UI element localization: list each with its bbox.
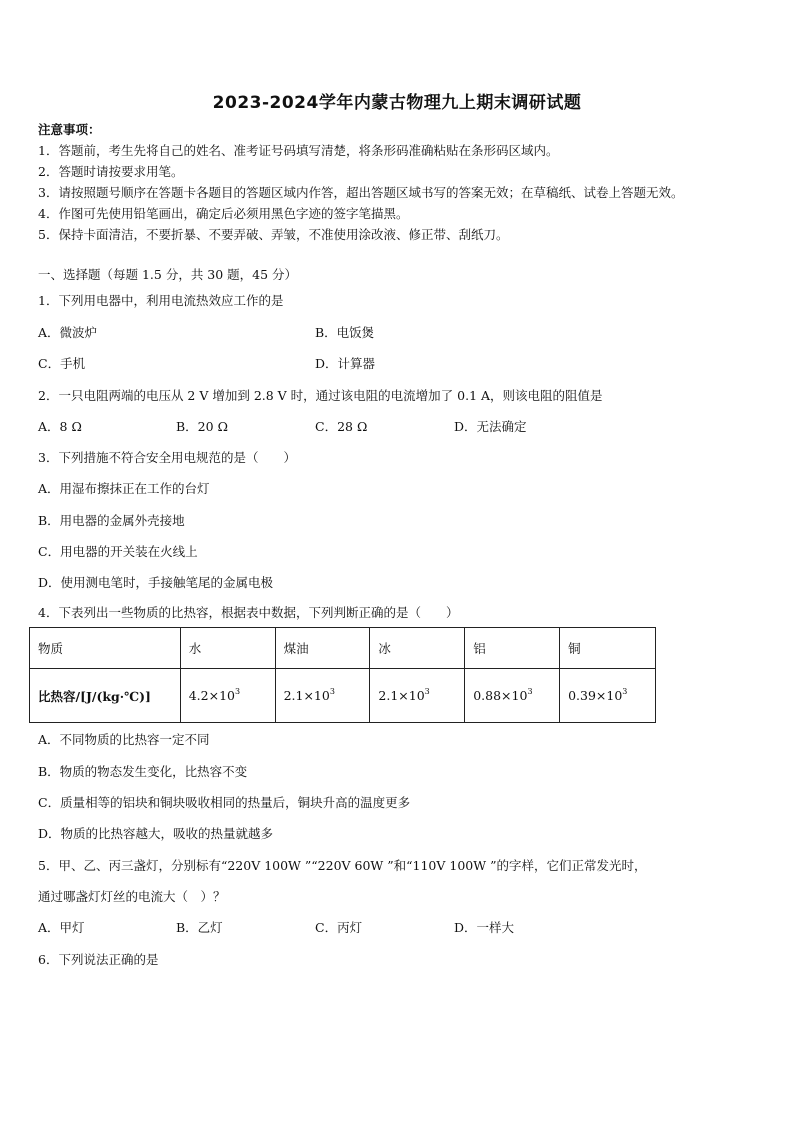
notice-item-2: 2．答题时请按要求用笔。 (38, 164, 184, 179)
question-2-option-a: A．8 Ω (38, 419, 82, 434)
question-5-option-a: A．甲灯 (38, 920, 85, 935)
question-1-option-a: A．微波炉 (38, 325, 98, 340)
question-6-stem: 6．下列说法正确的是 (38, 952, 159, 967)
page-title: 2023-2024学年内蒙古物理九上期末调研试题 (212, 93, 582, 113)
question-5-stem-line-1: 5．甲、乙、丙三盏灯，分别标有“220V 100W ”“220V 60W ”和“110V 100W ”的字样，它们正常发光时， (38, 858, 647, 873)
question-3-option-d: D．使用测电笔时，手接触笔尾的金属电极 (38, 575, 274, 590)
table-value-cell: $2.1\times 10^3$ (275, 669, 370, 723)
notice-item-1: 1．答题前，考生先将自己的姓名、准考证号码填写清楚，将条形码准确粘贴在条形码区域内。 (38, 143, 559, 158)
specific-heat-table (29, 627, 656, 723)
table-material-cell: 冰 (370, 628, 465, 669)
question-4-option-b: B．物质的物态发生变化，比热容不变 (38, 764, 248, 779)
table-row-label: 比热容/[J/(kg·℃)] (30, 669, 181, 723)
question-3-option-c: C．用电器的开关装在火线上 (38, 544, 198, 559)
table-material-cell: 水 (180, 628, 275, 669)
question-1-option-b: B．电饭煲 (315, 325, 375, 340)
question-2-stem: 2．一只电阻两端的电压从 2 V 增加到 2.8 V 时，通过该电阻的电流增加了 0.1 A，则该电阻的阻值是 (38, 388, 603, 403)
notice-heading: 注意事项： (38, 122, 101, 137)
question-1-stem: 1．下列用电器中，利用电流热效应工作的是 (38, 293, 284, 308)
table-value-cell: $4.2\times 10^3$ (180, 669, 275, 723)
question-2-option-b: B．20 Ω (176, 419, 228, 434)
table-value-row (30, 669, 656, 723)
notice-item-4: 4．作图可先使用铅笔画出，确定后必须用黑色字迹的签字笔描黑。 (38, 206, 409, 221)
question-4-option-c: C．质量相等的铝块和铜块吸收相同的热量后，铜块升高的温度更多 (38, 795, 411, 810)
notice-item-5: 5．保持卡面清洁，不要折暴、不要弄破、弄皱，不准使用涂改液、修正带、刮纸刀。 (38, 227, 509, 242)
notice-item-3: 3．请按照题号顺序在答题卡各题目的答题区域内作答，超出答题区域书写的答案无效；在草稿纸、试卷上答题无效。 (38, 185, 684, 200)
question-2-option-d: D．无法确定 (454, 419, 527, 434)
table-material-cell: 铜 (560, 628, 656, 669)
question-2-option-c: C．28 Ω (315, 419, 368, 434)
table-value-cell: $0.39\times 10^3$ (560, 669, 656, 723)
table-header-row (30, 628, 656, 669)
table-material-cell: 煤油 (275, 628, 370, 669)
question-5-stem-line-2: 通过哪盏灯灯丝的电流大（ ）？ (38, 889, 226, 904)
table-material-cell: 铝 (465, 628, 560, 669)
table-value-cell: $2.1\times 10^3$ (370, 669, 465, 723)
question-5-option-c: C．丙灯 (315, 920, 363, 935)
question-1-option-d: D．计算器 (315, 356, 376, 371)
table-header-label: 物质 (30, 628, 181, 669)
question-5-option-b: B．乙灯 (176, 920, 223, 935)
question-3-option-b: B．用电器的金属外壳接地 (38, 513, 185, 528)
question-4-stem: 4．下表列出一些物质的比热容，根据表中数据，下列判断正确的是（ ） (38, 605, 459, 620)
section-heading: 一、选择题（每题 1.5 分，共 30 题，45 分） (38, 267, 298, 282)
table-value-cell: $0.88\times 10^3$ (465, 669, 560, 723)
question-5-option-d: D．一样大 (454, 920, 515, 935)
question-1-option-c: C．手机 (38, 356, 86, 371)
question-4-option-a: A．不同物质的比热容一定不同 (38, 732, 210, 747)
question-4-option-d: D．物质的比热容越大，吸收的热量就越多 (38, 826, 274, 841)
question-3-stem: 3．下列措施不符合安全用电规范的是（ ） (38, 450, 296, 465)
question-3-option-a: A．用湿布擦抹正在工作的台灯 (38, 481, 210, 496)
